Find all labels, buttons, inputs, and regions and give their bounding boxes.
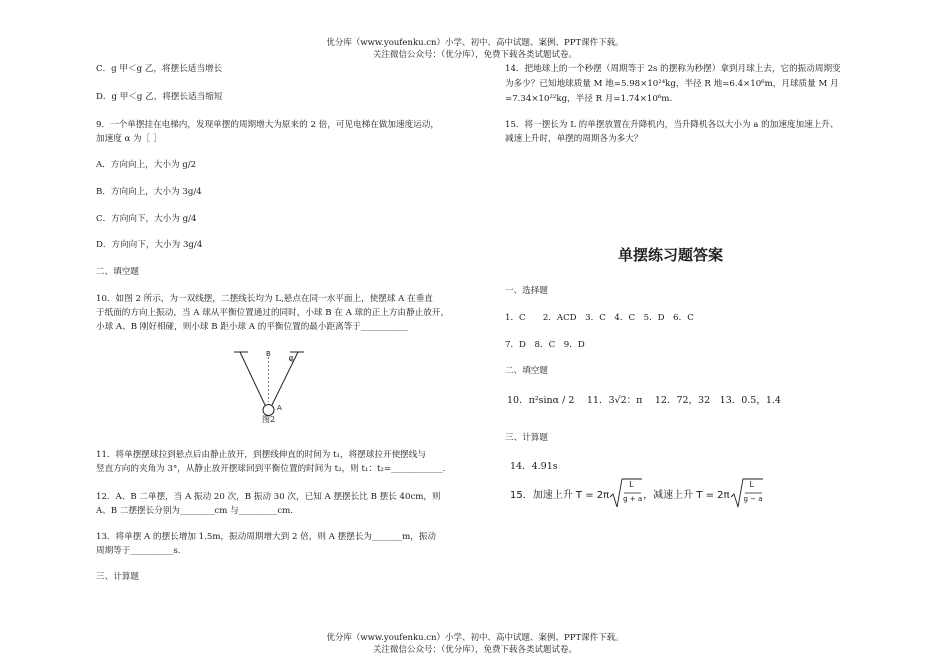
radical-1-icon [609, 477, 643, 509]
q9-option-a: A．方向向上，大小为 g/2 [96, 160, 197, 170]
page-header [0, 37, 950, 61]
answer-15-prefix: 15．加速上升 T = 2π [510, 489, 610, 501]
q10-text-line3: 小球 A、B 刚好相碰，则小球 B 距小球 A 的平衡位置的最小距离等于___________ [96, 322, 409, 332]
answer-section-calc: 三、计算题 [505, 433, 548, 443]
q9-option-b: B．方向向上，大小为 3g/4 [96, 187, 202, 197]
q9-option-c: C．方向向下，大小为 g/4 [96, 214, 197, 224]
q13-text-line1: 13．将单摆 A 的摆长增加 1.5m，振动周期增大到 2 倍，则 A 摆摆长为_______m，振动 [96, 532, 437, 542]
section-fill-in: 二、填空题 [96, 267, 139, 277]
q15-text-line1: 15．将一摆长为 L 的单摆放置在升降机内，当升降机各以大小为 a 的加速度加速上升、 [505, 120, 839, 130]
answer-choice-row2: 7．D 8．C 9．D [505, 340, 585, 350]
page-footer [0, 632, 950, 656]
answer-14: 14．4.91s [510, 461, 558, 472]
q14-text-line2: 为多少？已知地球质量 M 地=5.98×10²⁴kg，半径 R 地=6.4×10⁶m，月球质量 M 月 [505, 79, 839, 89]
figure-label-a: A [277, 404, 282, 412]
q9-text-line1: 9．一个单摆挂在电梯内，发现单摆的周期增大为原来的 2 倍，可见电梯在做加速度运动， [96, 120, 439, 130]
fraction-2-numerator: L [749, 480, 755, 489]
figure-label-alpha: α [289, 354, 294, 362]
q8-option-d: D．g 甲＜g 乙，将摆长适当缩短 [96, 92, 223, 102]
answer-section-fill: 二、填空题 [505, 366, 548, 376]
q11-text-line1: 11．将单摆摆球拉到悬点后由静止放开，到摆线伸直的时间为 t₁，将摆球拉开使摆线与 [96, 450, 426, 460]
fraction-2-denominator: g − a [743, 495, 763, 503]
q14-text-line1: 14．把地球上的一个秒摆（周期等于 2s 的摆称为秒摆）拿到月球上去，它的振动周期变 [505, 64, 841, 74]
q14-text-line3: =7.34×10²²kg，半径 R 月=1.74×10⁶m. [505, 94, 673, 104]
q13-text-line2: 周期等于__________s. [96, 546, 181, 556]
right-string [272, 352, 298, 405]
figure-label-b: B [266, 350, 271, 358]
left-string [240, 352, 265, 405]
footer-line-2: 关注微信公众号：（优分库），免费下载各类试题试卷。 [372, 645, 577, 655]
q11-text-line2: 竖直方向的夹角为 3°，从静止放开摆球回到平衡位置的时间为 t₂，则 t₁：t₂=____________. [96, 464, 446, 474]
q12-text-line1: 12．A、B 二单摆，当 A 振动 20 次，B 振动 30 次，已知 A 摆摆长比 B 摆长 40cm，则 [96, 492, 441, 502]
answer-fill-row: 10．π²sinα / 2 11．3√2：π 12．72，32 13．0.5，1.4 [507, 395, 781, 406]
radical-2-icon [730, 477, 764, 509]
q9-text-line2: 加速度 α 为［ ］ [96, 134, 162, 144]
answer-title: 单摆练习题答案 [618, 246, 724, 264]
sqrt-2 [730, 477, 764, 509]
q15-text-line2: 减速上升时，单摆的周期各为多大？ [505, 134, 643, 144]
q10-text-line1: 10．如图 2 所示，为一双线摆，二摆线长均为 L,悬点在同一水平面上，使摆球 A 在垂直 [96, 294, 433, 304]
section-calculation: 三、计算题 [96, 572, 139, 582]
sqrt-1 [609, 477, 643, 509]
fraction-1-numerator: L [629, 480, 634, 489]
answer-15-formula [510, 476, 764, 510]
q8-option-c: C．g 甲＜g 乙，将摆长适当增长 [96, 64, 223, 74]
answer-choice-row1: 1．C 2．ACD 3．C 4．C 5．D 6．C [505, 313, 694, 323]
figure-caption: 图2 [262, 415, 276, 424]
footer-line-1: 优分库（www.youfenku.cn）小学、初中、高中试题、案例、PPT课件下载。 [326, 633, 624, 643]
header-line-1: 优分库（www.youfenku.cn）小学、初中、高中试题、案例、PPT课件下载。 [326, 38, 624, 48]
fraction-1-denominator: g + a [623, 495, 643, 503]
answer-15-mid: ，减速上升 T = 2π [643, 489, 730, 501]
answer-section-choice: 一、选择题 [505, 286, 548, 296]
q9-option-d: D．方向向下，大小为 3g/4 [96, 240, 203, 250]
header-line-2: 关注微信公众号：（优分库），免费下载各类试题试卷。 [372, 50, 577, 60]
q12-text-line2: A、B 二摆摆长分别为________cm 与_________cm. [96, 506, 294, 516]
q10-text-line2: 于纸面的方向上振动，当 A 球从平衡位置通过的同时，小球 B 在 A 球的正上方由静止放开， [96, 308, 450, 318]
